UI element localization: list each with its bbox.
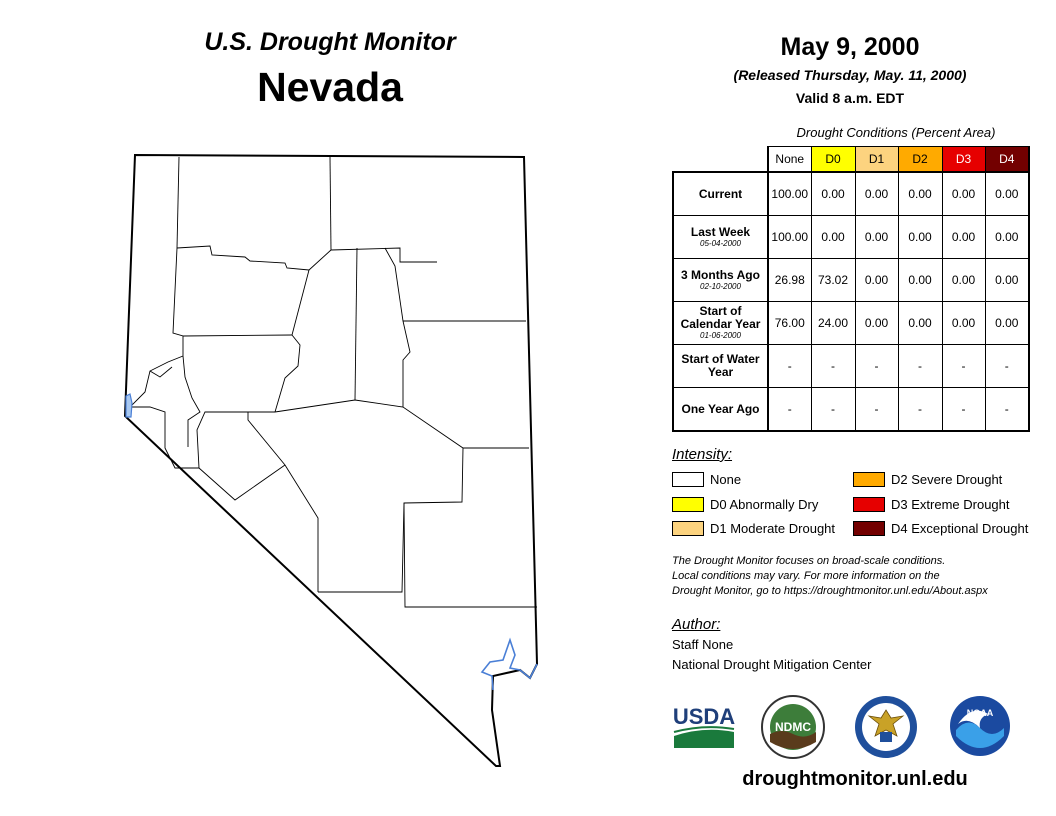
table-cell: 0.00 — [898, 302, 942, 345]
table-cell: 100.00 — [768, 172, 811, 216]
table-cell: 0.00 — [985, 216, 1029, 259]
column-header: D2 — [898, 147, 942, 173]
table-cell: 0.00 — [855, 172, 898, 216]
legend-label: D2 Severe Drought — [891, 472, 1003, 487]
row-date: 05-04-2000 — [700, 238, 741, 248]
table-cell: 0.00 — [811, 172, 855, 216]
row-label-text: Start of Water Year — [681, 352, 760, 379]
site-url: droughtmonitor.unl.edu — [742, 768, 968, 790]
table-cell: 76.00 — [768, 302, 811, 345]
county-line-storey — [150, 367, 172, 377]
table-cell: 0.00 — [898, 259, 942, 302]
legend-item — [672, 471, 741, 488]
table-row — [673, 388, 1029, 432]
legend-item — [672, 520, 835, 537]
brand-title: U.S. Drought Monitor — [204, 28, 456, 56]
legend-swatch — [672, 521, 704, 536]
legend-swatch — [853, 497, 885, 512]
colorado-river — [482, 640, 537, 690]
drought-conditions-table — [672, 146, 1030, 432]
row-date: 02-10-2000 — [700, 281, 741, 291]
table-cell: 0.00 — [942, 302, 985, 345]
valid-time: Valid 8 a.m. EDT — [795, 90, 905, 106]
state-title: Nevada — [257, 64, 403, 110]
table-cell: - — [811, 388, 855, 432]
row-label-text: 3 Months Ago — [681, 267, 760, 282]
county-line-washoe-pershing — [173, 248, 183, 356]
table-cell: 0.00 — [898, 172, 942, 216]
column-header: D4 — [985, 147, 1029, 173]
legend-label: D3 Extreme Drought — [891, 497, 1010, 512]
table-row — [673, 172, 1029, 216]
author-organization: National Drought Mitigation Center — [672, 657, 872, 672]
table-cell: 0.00 — [985, 172, 1029, 216]
noaa-logo-text: NOAA — [966, 708, 994, 718]
table-cell: - — [898, 345, 942, 388]
table-caption: Drought Conditions (Percent Area) — [796, 125, 996, 140]
legend-swatch — [853, 521, 885, 536]
row-date: 01-06-2000 — [700, 331, 741, 340]
table-cell: 26.98 — [768, 259, 811, 302]
county-line-nye-south — [318, 503, 404, 592]
row-label — [673, 345, 768, 388]
table-cell: - — [942, 345, 985, 388]
table-cell: - — [855, 388, 898, 432]
table-cell: 0.00 — [942, 259, 985, 302]
noaa-logo — [948, 694, 1012, 758]
table-cell: - — [942, 388, 985, 432]
row-label-text: Current — [698, 186, 743, 201]
legend-item — [853, 496, 1010, 513]
column-header: D0 — [811, 147, 855, 173]
table-cell: 0.00 — [855, 302, 898, 345]
table-cell: - — [855, 345, 898, 388]
county-line-esmeralda — [199, 465, 285, 500]
row-label — [673, 388, 768, 432]
county-line-churchill-east — [275, 335, 300, 412]
table-row — [673, 302, 1029, 345]
table-cell: - — [985, 388, 1029, 432]
legend-swatch — [672, 497, 704, 512]
table-cell: 0.00 — [942, 216, 985, 259]
legend-swatch — [672, 472, 704, 487]
legend-label: D1 Moderate Drought — [710, 521, 836, 536]
commerce-seal — [853, 694, 919, 760]
county-line-lincoln-west — [404, 448, 537, 607]
row-label-text: Last Week — [690, 224, 751, 239]
table-cell: 0.00 — [985, 302, 1029, 345]
table-cell: 0.00 — [855, 259, 898, 302]
table-row — [673, 345, 1029, 388]
table-row — [673, 259, 1029, 302]
row-label — [673, 259, 768, 302]
table-cell: 100.00 — [768, 216, 811, 259]
column-header: D3 — [942, 147, 985, 173]
column-header: None — [768, 147, 811, 173]
lake-tahoe — [126, 394, 132, 417]
disclaimer — [672, 554, 1042, 599]
released-date: (Released Thursday, May. 11, 2000) — [733, 67, 967, 83]
legend-item — [853, 520, 1028, 537]
table-cell: - — [898, 388, 942, 432]
county-line-carson — [130, 356, 275, 468]
county-line-pershing-lander — [309, 248, 437, 270]
row-label — [673, 216, 768, 259]
county-line-lander-eureka — [292, 270, 309, 335]
county-line-eureka-white-pine — [355, 248, 357, 400]
legend-label: D4 Exceptional Drought — [891, 521, 1029, 536]
county-line-humboldt-west — [177, 157, 179, 248]
county-line-north-tier — [177, 246, 309, 270]
legend-label: None — [710, 472, 742, 487]
legend-swatch — [853, 472, 885, 487]
table-cell: 0.00 — [855, 216, 898, 259]
county-boundaries — [130, 157, 537, 607]
table-cell: 0.00 — [985, 259, 1029, 302]
disclaimer-line: Drought Monitor, go to https://droughtmonitor.unl.edu/About.aspx — [672, 585, 988, 597]
county-line-churchill-north — [183, 335, 292, 336]
row-label — [673, 302, 768, 345]
table-cell: 0.00 — [942, 172, 985, 216]
row-label-text: Start of Calendar Year — [680, 304, 761, 331]
map-date: May 9, 2000 — [780, 33, 920, 61]
table-cell: - — [811, 345, 855, 388]
table-cell: - — [985, 345, 1029, 388]
legend-item — [853, 471, 1002, 488]
legend-item — [672, 496, 818, 513]
row-label — [673, 172, 768, 216]
table-row — [673, 216, 1029, 259]
author-name: Staff None — [672, 637, 734, 652]
county-line-central — [275, 400, 529, 448]
intensity-heading: Intensity: — [672, 446, 733, 463]
table-cell: 0.00 — [811, 216, 855, 259]
disclaimer-line: The Drought Monitor focuses on broad-scale conditions. — [672, 555, 946, 567]
table-cell: - — [768, 345, 811, 388]
ndmc-logo-text: NDMC — [775, 720, 811, 734]
table-cell: - — [768, 388, 811, 432]
county-line-elko-west — [330, 157, 331, 250]
usda-logo — [672, 702, 736, 750]
column-header: D1 — [855, 147, 898, 173]
table-cell: 73.02 — [811, 259, 855, 302]
table-cell: 0.00 — [898, 216, 942, 259]
ndmc-logo — [760, 694, 826, 760]
disclaimer-line: Local conditions may vary. For more information on the — [672, 570, 940, 582]
legend-label: D0 Abnormally Dry — [710, 497, 819, 512]
usda-logo-text: USDA — [672, 704, 736, 729]
table-cell: 24.00 — [811, 302, 855, 345]
county-line-white-pine-west — [385, 248, 410, 407]
row-label-text: One Year Ago — [681, 401, 760, 416]
author-heading: Author: — [672, 616, 721, 633]
